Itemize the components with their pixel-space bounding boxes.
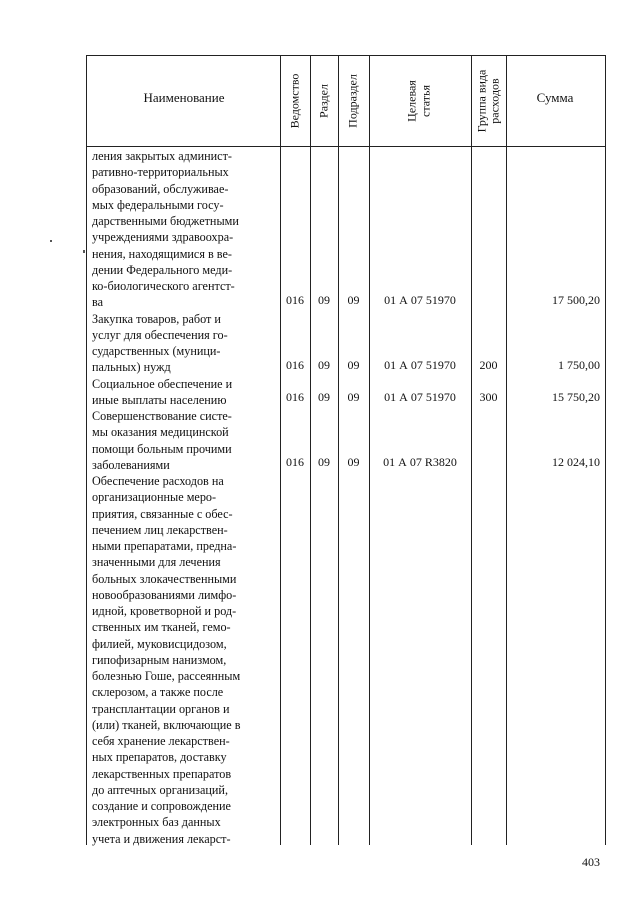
row-3-line: иные выплаты населению: [92, 392, 227, 407]
row-3-line: Социальное обеспечение и: [92, 376, 233, 391]
row-4-line: помощи больным прочими: [92, 441, 232, 456]
row-5-line: склерозом, а также после: [92, 685, 224, 700]
row-2-line: Закупка товаров, работ и: [92, 311, 221, 326]
row-5-line: гипофизарным нанизмом,: [92, 652, 227, 667]
row-1-podrazdel: 09: [347, 293, 360, 307]
table-top-border: [86, 55, 606, 56]
row-5-line: Обеспечение расходов на: [92, 474, 224, 488]
row-5-line: ственных им тканей, гемо-: [92, 620, 231, 635]
row-4-line: Совершенствование систе-: [92, 409, 232, 423]
page-number: 403: [582, 855, 600, 869]
row-1-line: ративно-территориальных: [92, 165, 229, 180]
row-4-razdel: 09: [318, 455, 330, 469]
row-1-line: нения, находящимися в ве-: [92, 246, 232, 261]
col-divider-summa: [506, 55, 507, 845]
row-3-podrazdel: 09: [347, 390, 360, 404]
header-celevaya-line1: Целевая: [404, 80, 419, 122]
row-4-podrazdel: 09: [347, 455, 360, 469]
table-right-border: [605, 55, 606, 845]
scan-speck: [50, 240, 52, 242]
row-5-line: ных препаратов, доставку: [92, 750, 227, 765]
row-5-line: лекарственных препаратов: [92, 766, 232, 781]
header-gruppa-line2: расходов: [487, 78, 502, 124]
header-podrazdel: Подраздел: [345, 74, 360, 128]
row-1-razdel: 09: [318, 293, 330, 307]
header-razdel: Раздел: [316, 84, 331, 118]
row-5-line: трансплантации органов и: [92, 701, 230, 716]
row-1-line: ления закрытых админист-: [92, 149, 232, 163]
row-2-vedomstvo: 016: [286, 358, 304, 372]
row-1-line: ко-биологического агентст-: [92, 279, 235, 293]
row-4-summa: 12 024,10: [552, 455, 600, 469]
row-4-celevaya: 01 А 07 R3820: [383, 455, 457, 469]
row-4-name: [92, 408, 267, 473]
row-5-line: печением лиц лекарствен-: [92, 522, 228, 537]
header-bottom-border: [86, 146, 606, 147]
row-5-name: [92, 473, 267, 847]
description-column: [92, 148, 267, 847]
col-divider-podrazdel: [338, 55, 339, 845]
row-1-line: мых федеральными госу-: [92, 197, 224, 212]
row-5-line: (или) тканей, включающие в: [92, 717, 241, 732]
row-5-line: приятия, связанные с обес-: [92, 506, 233, 521]
col-divider-razdel: [310, 55, 311, 845]
row-5-line: организационные меро-: [92, 490, 217, 505]
row-5-line: значенными для лечения: [92, 555, 221, 570]
header-gruppa-line1: Группа вида: [474, 69, 489, 133]
row-2-line: услуг для обеспечения го-: [92, 327, 228, 342]
row-1-line: дении Федерального меди-: [92, 262, 233, 277]
row-1-line: ва: [92, 295, 104, 310]
row-1-celevaya: 01 А 07 51970: [384, 293, 456, 307]
row-2-name: [92, 311, 267, 376]
col-divider-celevaya: [369, 55, 370, 845]
row-5-line: до аптечных организаций,: [92, 782, 229, 797]
row-4-line: мы оказания медицинской: [92, 425, 229, 440]
row-1-vedomstvo: 016: [286, 293, 304, 307]
row-5-line: себя хранение лекарствен-: [92, 734, 230, 748]
row-1-line: образований, обслуживае-: [92, 181, 229, 196]
row-1-summa: 17 500,20: [552, 293, 600, 307]
row-3-summa: 15 750,20: [552, 390, 600, 404]
table-left-border: [86, 55, 87, 845]
header-vedomstvo: Ведомство: [287, 73, 302, 129]
row-5-line: ными препаратами, предна-: [92, 539, 237, 553]
row-5-line: новообразованиями лимфо-: [92, 587, 237, 602]
row-5-line: больных злокачественными: [92, 571, 237, 586]
row-2-podrazdel: 09: [347, 358, 360, 372]
row-3-name: [92, 376, 267, 409]
row-1-line: учреждениями здравоохра-: [92, 230, 234, 245]
row-5-line: учета и движения лекарст-: [92, 831, 231, 846]
row-2-celevaya: 01 А 07 51970: [384, 358, 456, 372]
row-2-line: сударственных (муници-: [92, 344, 221, 358]
row-2-razdel: 09: [318, 358, 330, 372]
row-3-razdel: 09: [318, 390, 330, 404]
row-1-name: [92, 148, 267, 311]
col-divider-gruppa: [471, 55, 472, 845]
row-5-line: филией, муковисцидозом,: [92, 636, 227, 651]
col-divider-vedomstvo: [280, 55, 281, 845]
header-celevaya-line2: статья: [418, 85, 433, 117]
row-5-line: создание и сопровождение: [92, 799, 231, 813]
row-2-line: пальных) нужд: [92, 360, 171, 375]
row-2-summa: 1 750,00: [558, 358, 600, 372]
row-5-line: болезнью Гоше, рассеянным: [92, 669, 241, 683]
row-3-gruppa: 300: [479, 390, 498, 404]
row-2-gruppa: 200: [479, 358, 498, 372]
row-5-line: идной, кроветворной и род-: [92, 604, 237, 618]
row-4-vedomstvo: 016: [286, 455, 304, 469]
row-1-line: дарственными бюджетными: [92, 214, 239, 228]
scan-speck: [83, 250, 85, 253]
header-summa: Сумма: [536, 90, 574, 105]
row-4-line: заболеваниями: [92, 457, 170, 472]
row-3-celevaya: 01 А 07 51970: [384, 390, 456, 404]
row-5-line: электронных баз данных: [92, 815, 221, 830]
row-3-vedomstvo: 016: [286, 390, 304, 404]
header-name: Наименование: [143, 90, 225, 105]
